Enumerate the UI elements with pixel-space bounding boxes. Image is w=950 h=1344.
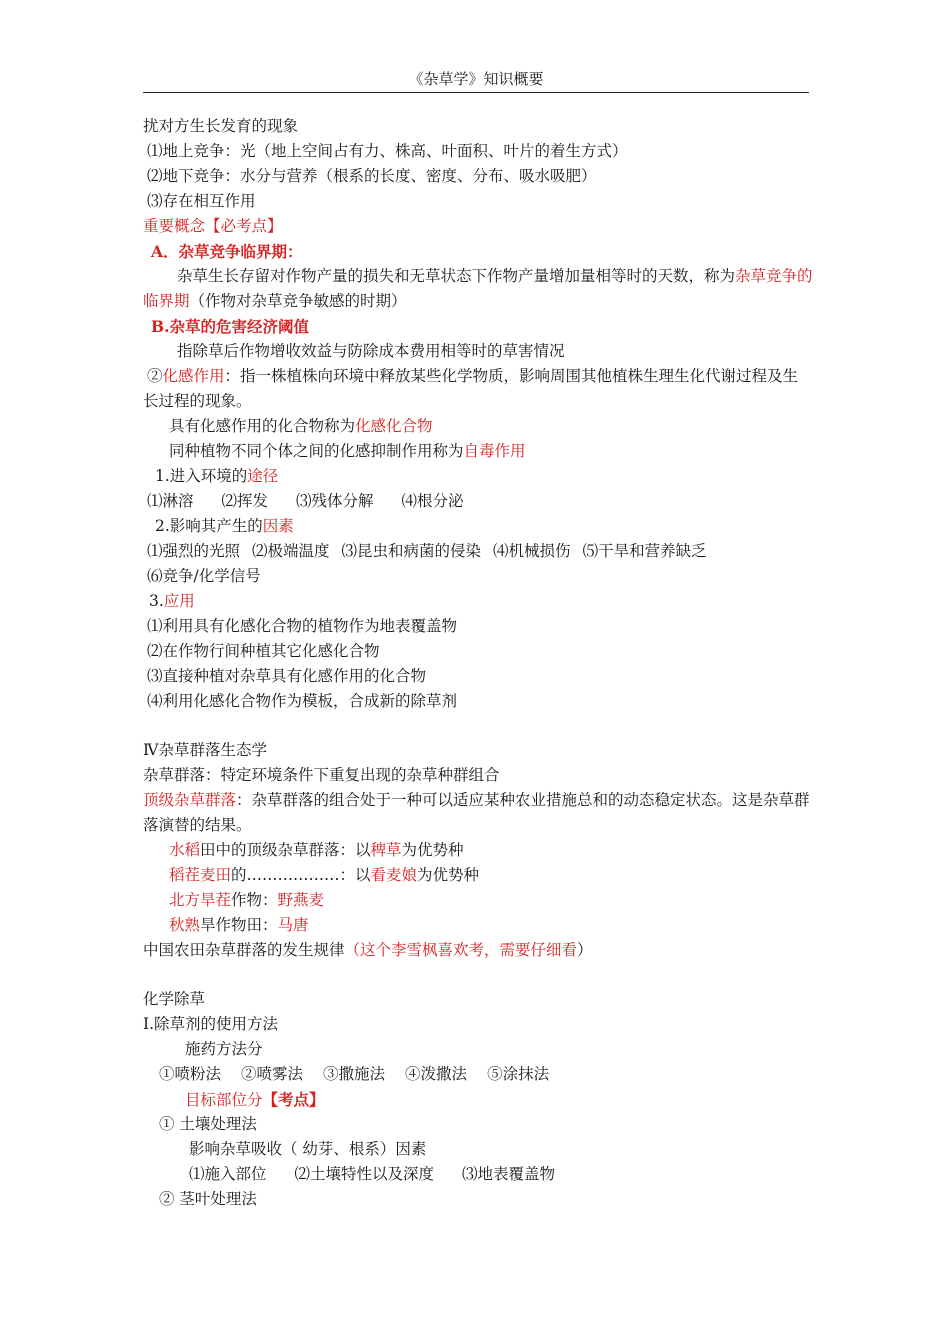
term-highlight: 化感化合物 <box>355 417 433 435</box>
text-line <box>143 514 813 539</box>
text-segment: 中国农田杂草群落的发生规律 <box>143 941 345 959</box>
list-item: ②喷雾法 <box>241 1065 304 1083</box>
term-highlight: 野燕麦 <box>277 891 325 909</box>
list-item: ⑵土壤特性以及深度 <box>294 1165 435 1183</box>
section-title: 化学除草 <box>143 990 206 1008</box>
text-line <box>143 439 813 464</box>
term-highlight: 水稻 <box>169 841 201 859</box>
list-line: ⑶直接种植对杂草具有化感作用的化合物 <box>147 667 427 685</box>
term-highlight: 稻茬麦田 <box>169 866 232 884</box>
allelopathy-paragraph <box>143 364 813 414</box>
concept-a-label: A．杂草竞争临界期： <box>151 242 303 261</box>
text-segment: ） <box>577 941 593 959</box>
text-line: 扰对方生长发育的现象 <box>143 117 299 135</box>
concept-b-label: B.杂草的危害经济阈值 <box>151 317 309 336</box>
term-highlight: 顶级杂草群落 <box>143 791 237 809</box>
section-title: Ⅳ杂草群落生态学 <box>143 741 267 759</box>
text-segment: 为优势种 <box>401 841 464 859</box>
text-line: Ⅰ.除草剂的使用方法 <box>143 1015 279 1033</box>
text-line: ⑵地下竞争：水分与营养（根系的长度、密度、分布、吸水吸肥） <box>147 167 597 185</box>
text-segment: 旱作物田： <box>200 916 278 934</box>
list-item: ⑴淋溶 <box>147 492 194 510</box>
list-line <box>143 1162 813 1187</box>
concept-a-term: 杂草竞争的临界期 <box>143 267 813 310</box>
text-line: ⑴地上竞争：光（地上空间占有力、株高、叶面积、叶片的着生方式） <box>147 142 628 160</box>
list-item: ①喷粉法 <box>159 1065 222 1083</box>
list-item: ⑵极端温度 <box>252 542 330 560</box>
text-line <box>143 938 813 963</box>
text-segment: 同种植物不同个体之间的化感抑制作用称为 <box>169 442 464 460</box>
list-item: ③撒施法 <box>323 1065 386 1083</box>
text-line <box>143 589 813 614</box>
term-highlight: 秋熟 <box>169 916 201 934</box>
list-line: ⑴利用具有化感化合物的植物作为地表覆盖物 <box>147 617 458 635</box>
text-segment: ：杂草群落的组合处于一种可以适应某种农业措施总和的动态稳定状态。这是杂草群落演替的结果。 <box>143 791 810 834</box>
list-line: ⑵在作物行间种植其它化感化合物 <box>147 642 380 660</box>
text-line <box>143 838 813 863</box>
text-line <box>143 464 813 489</box>
list-line <box>143 539 813 564</box>
list-line <box>143 489 813 514</box>
list-item: ⑵挥发 <box>221 492 269 510</box>
term-highlight: 因素 <box>262 517 294 535</box>
text-segment: 田中的顶级杂草群落：以 <box>200 841 371 859</box>
text-segment: 1.进入环境的 <box>155 467 248 485</box>
header-title: 《杂草学》知识概要 <box>408 70 544 88</box>
text-line <box>143 913 813 938</box>
note-highlight: （这个李雪枫喜欢考，需要仔细看 <box>344 941 578 959</box>
climax-paragraph <box>143 788 813 838</box>
allelopathy-term: 化感作用 <box>162 367 225 385</box>
list-item: ⑸干旱和营养缺乏 <box>582 542 707 560</box>
term-highlight: 北方旱茬 <box>169 891 232 909</box>
list-line <box>143 1062 813 1087</box>
concept-a-note: （作物对杂草竞争敏感的时期） <box>189 292 407 310</box>
concept-heading-a <box>143 239 813 264</box>
list-item: ⑶残体分解 <box>296 492 374 510</box>
text-line <box>143 888 813 913</box>
concept-a-text: 杂草生长存留对作物产量的损失和无草状态下作物产量增加量相等时的天数，称为 <box>177 267 736 285</box>
section-heading: 重要概念【必考点】 <box>143 217 283 235</box>
concept-heading-b <box>143 314 813 339</box>
item-number: ② <box>147 367 163 385</box>
concept-a-paragraph <box>143 264 813 314</box>
text-line <box>143 863 813 888</box>
list-line: ⑹竞争/化学信号 <box>147 567 261 585</box>
text-segment: 目标部位分 <box>185 1091 263 1109</box>
list-item: ④泼撒法 <box>405 1065 468 1083</box>
list-item: ⑤涂抹法 <box>487 1065 550 1083</box>
text-line: ① 土壤处理法 <box>159 1115 257 1133</box>
text-line: 施药方法分 <box>185 1040 263 1058</box>
list-item: ⑶昆虫和病菌的侵染 <box>341 542 482 560</box>
list-line: ⑷利用化感化合物作为模板，合成新的除草剂 <box>147 692 458 710</box>
list-item: ⑶地表覆盖物 <box>462 1165 556 1183</box>
term-highlight: 马唐 <box>277 916 309 934</box>
list-item: ⑷机械损伤 <box>493 542 571 560</box>
exam-point-tag: 【考点】 <box>262 1090 325 1109</box>
text-line <box>143 1087 813 1112</box>
list-item: ⑴强烈的光照 <box>147 542 241 560</box>
text-segment: 的………………：以 <box>231 866 371 884</box>
term-highlight: 稗草 <box>370 841 402 859</box>
text-segment: 为优势种 <box>417 866 480 884</box>
text-line: ② 茎叶处理法 <box>159 1190 257 1208</box>
list-item: ⑴施入部位 <box>189 1165 267 1183</box>
allelopathy-text: ：指一株植株向环境中释放某些化学物质，影响周围其他植株生理生化代谢过程及生长过程的现象。 <box>143 367 799 410</box>
text-line: ⑶存在相互作用 <box>147 192 256 210</box>
document-body <box>143 114 813 1212</box>
text-segment: 作物： <box>231 891 278 909</box>
text-line: 指除草后作物增收效益与防除成本费用相等时的草害情况 <box>177 342 565 360</box>
term-highlight: 应用 <box>163 592 195 610</box>
text-line: 影响杂草吸收（ 幼芽、根系）因素 <box>189 1140 427 1158</box>
page-header <box>143 66 809 93</box>
text-line: 杂草群落：特定环境条件下重复出现的杂草种群组合 <box>143 766 500 784</box>
text-line <box>143 414 813 439</box>
term-highlight: 看麦娘 <box>370 866 418 884</box>
text-segment: 3. <box>149 592 164 610</box>
term-highlight: 途径 <box>247 467 279 485</box>
text-segment: 2.影响其产生的 <box>155 517 263 535</box>
text-segment: 具有化感作用的化合物称为 <box>169 417 356 435</box>
term-highlight: 自毒作用 <box>463 442 526 460</box>
list-item: ⑷根分泌 <box>401 492 464 510</box>
